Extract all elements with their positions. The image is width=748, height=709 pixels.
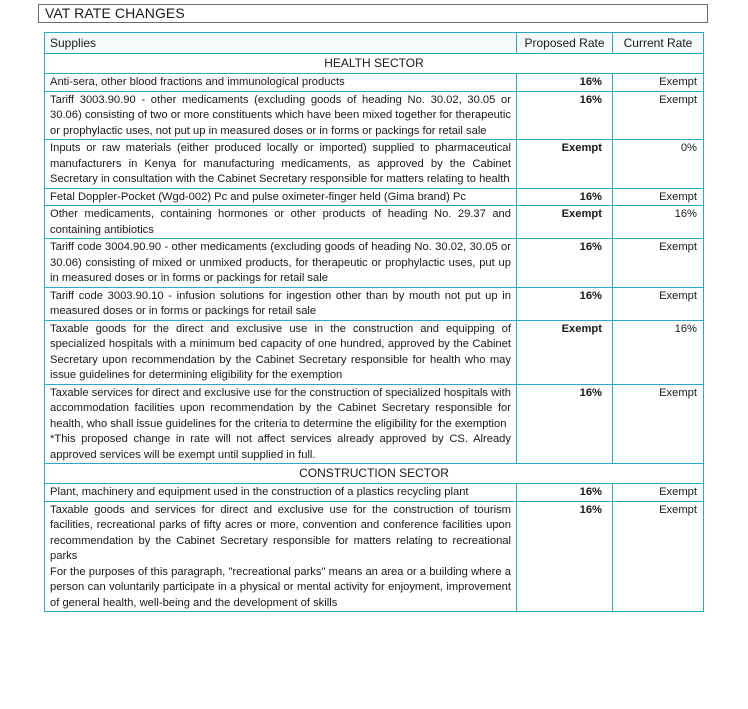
supply-description-paragraph: Taxable goods and services for direct and exclusive use for the construction of tourism facilities, recreational parks of fifty acres or more, convention and conference facilities upon recommendation by the Cabinet Secretary responsible for matters relating to recreational parks [50, 503, 511, 562]
column-header-proposed-rate: Proposed Rate [517, 33, 613, 54]
table-row [45, 239, 704, 288]
supply-description-paragraph: Other medicaments, containing hormones or other products of heading No. 29.37 and containing antibiotics [50, 208, 511, 236]
sector-header-row [45, 464, 704, 484]
supply-description [45, 320, 517, 384]
current-rate-cell: 16% [613, 320, 704, 384]
supply-description-paragraph: Fetal Doppler-Pocket (Wgd-002) Pc and pulse oximeter-finger held (Gima brand) Pc [50, 190, 466, 203]
supply-description [45, 74, 517, 92]
supply-description [45, 501, 517, 612]
supply-description-paragraph: Tariff code 3003.90.10 - infusion solutions for ingestion other than by mouth not put up in measured doses or in forms or packings for retail sale [50, 289, 511, 317]
supply-description-paragraph: For the purposes of this paragraph, "recreational parks" means an area or a building where a person can voluntarily participate in a physical or mental activity for enjoyment, improvement of general health, well-being and the development of skills [50, 565, 511, 609]
table-row [45, 484, 704, 502]
proposed-rate-cell: 16% [517, 74, 613, 92]
supply-description-paragraph: Taxable services for direct and exclusive use for the construction of specialized hospitals with accommodation facilities upon recommendation by the Cabinet Secretary responsible for health, who shall issue guidelines for the criteria to determine the eligibility for the exemption [50, 386, 511, 430]
supply-description-paragraph: *This proposed change in rate will not affect services already approved by CS. Already approved services will be exempt until supplied in full. [50, 433, 511, 461]
current-rate-cell: Exempt [613, 239, 704, 288]
vat-rate-table [44, 32, 704, 612]
sector-title: CONSTRUCTION SECTOR [45, 464, 704, 484]
proposed-rate-cell: 16% [517, 188, 613, 206]
page-title: VAT RATE CHANGES [38, 4, 708, 23]
table-row [45, 287, 704, 320]
current-rate-cell: Exempt [613, 91, 704, 140]
supply-description [45, 91, 517, 140]
supply-description [45, 287, 517, 320]
current-rate-cell: Exempt [613, 501, 704, 612]
supply-description [45, 140, 517, 189]
table-row [45, 501, 704, 612]
current-rate-cell: 16% [613, 206, 704, 239]
table-row [45, 74, 704, 92]
proposed-rate-cell: 16% [517, 239, 613, 288]
proposed-rate-cell: Exempt [517, 206, 613, 239]
current-rate-cell: Exempt [613, 384, 704, 464]
table-header-row [45, 33, 704, 54]
column-header-supplies: Supplies [45, 33, 517, 54]
supply-description [45, 384, 517, 464]
table-row [45, 140, 704, 189]
table-row [45, 91, 704, 140]
proposed-rate-cell: 16% [517, 91, 613, 140]
proposed-rate-cell: 16% [517, 287, 613, 320]
table-row [45, 320, 704, 384]
current-rate-cell: 0% [613, 140, 704, 189]
current-rate-cell: Exempt [613, 287, 704, 320]
table-body [45, 33, 704, 612]
supply-description [45, 206, 517, 239]
proposed-rate-cell: 16% [517, 501, 613, 612]
supply-description [45, 188, 517, 206]
supply-description-paragraph: Anti-sera, other blood fractions and immunological products [50, 76, 345, 88]
supply-description-paragraph: Taxable goods for the direct and exclusive use in the construction and equipping of specialized hospitals with a minimum bed capacity of one hundred, approved by the Cabinet Secretary upon recommendation by the Cabinet Secretary responsible for health who may issue guidelines for determining eligibility for the exemption [50, 322, 511, 381]
current-rate-cell: Exempt [613, 74, 704, 92]
table-row [45, 384, 704, 464]
supply-description-paragraph: Tariff 3003.90.90 - other medicaments (excluding goods of heading No. 30.02, 30.05 or 30.06) consisting of two or more constituents which have been mixed together for therapeutic or prophylactic uses, not put up in measured doses or in forms or packings for retail sale [50, 93, 511, 137]
proposed-rate-cell: Exempt [517, 320, 613, 384]
table-row [45, 206, 704, 239]
supply-description [45, 484, 517, 502]
current-rate-cell: Exempt [613, 188, 704, 206]
supply-description [45, 239, 517, 288]
supply-description-paragraph: Tariff code 3004.90.90 - other medicaments (excluding goods of heading No. 30.02, 30.05 or 30.06) consisting of mixed or unmixed products, for therapeutic or prophylactic uses, put up in measured doses or in forms or packings for retail sale [50, 241, 511, 284]
current-rate-cell: Exempt [613, 484, 704, 502]
column-header-current-rate: Current Rate [613, 33, 704, 54]
proposed-rate-cell: Exempt [517, 140, 613, 189]
proposed-rate-cell: 16% [517, 384, 613, 464]
sector-title: HEALTH SECTOR [45, 54, 704, 74]
table-row [45, 188, 704, 206]
supply-description-paragraph: Inputs or raw materials (either produced locally or imported) supplied to pharmaceutical manufacturers in Kenya for manufacturing medicaments, as approved by the Cabinet Secretary in consultation with the Cabinet Secretary responsible for matters relating to health [50, 142, 511, 185]
proposed-rate-cell: 16% [517, 484, 613, 502]
sector-header-row [45, 54, 704, 74]
supply-description-paragraph: Plant, machinery and equipment used in the construction of a plastics recycling plant [50, 486, 469, 498]
